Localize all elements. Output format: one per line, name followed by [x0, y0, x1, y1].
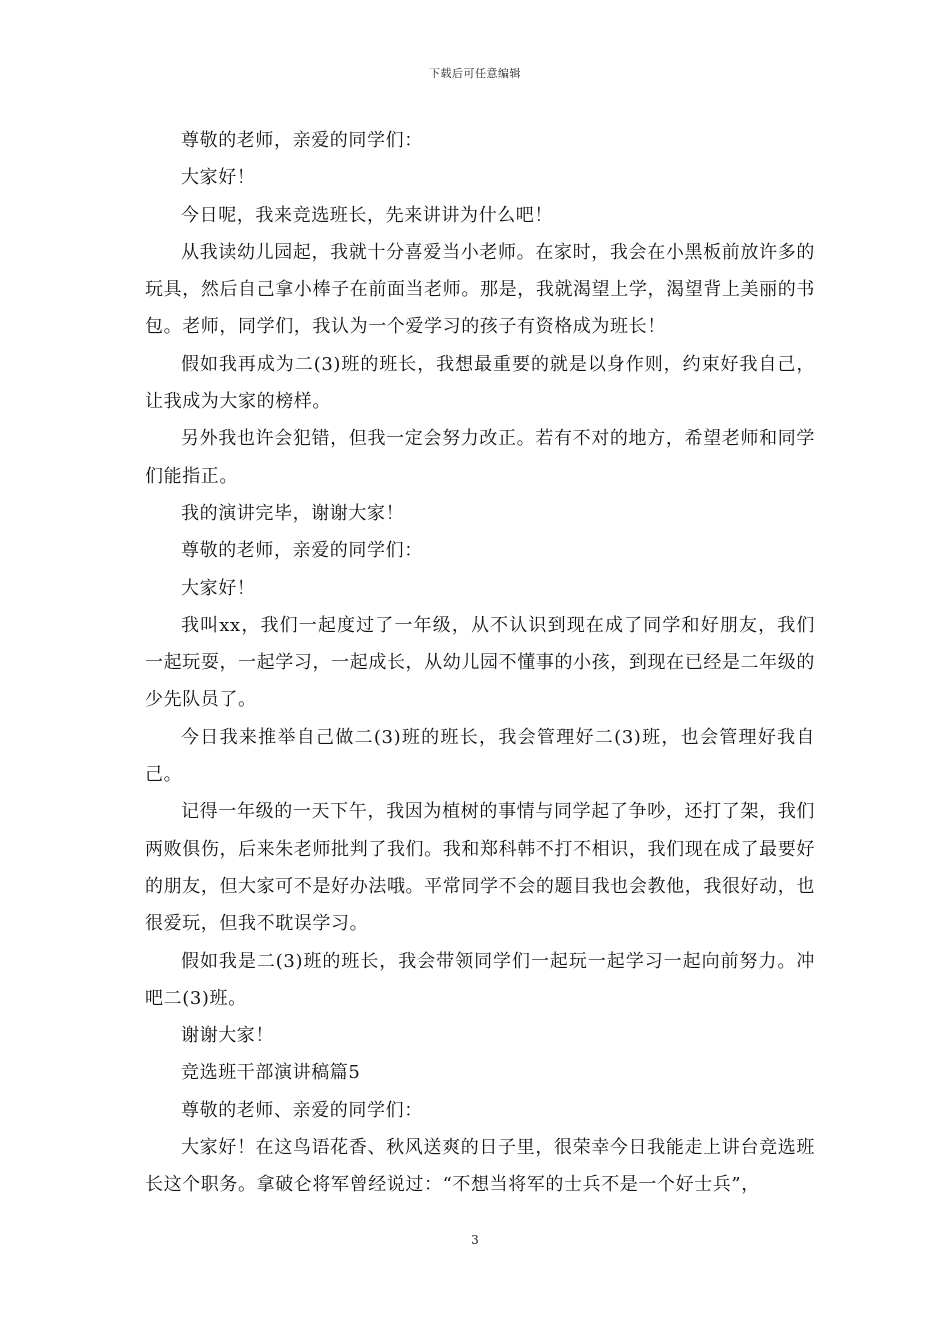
section-heading: 竞选班干部演讲稿篇5: [181, 1062, 361, 1084]
paragraph: 尊敬的老师、亲爱的同学们：: [181, 1099, 423, 1121]
paragraph: 尊敬的老师，亲爱的同学们：: [181, 540, 423, 562]
page-number: 3: [471, 1233, 479, 1247]
paragraph: 我的演讲完毕，谢谢大家！: [181, 502, 405, 524]
paragraph: 尊敬的老师，亲爱的同学们：: [181, 130, 423, 151]
paragraph: 从我读幼儿园起，我就十分喜爱当小老师。在家时，我会在小黑板前放许多的玩具，然后自己拿小棒子在前面当老师。那是，我就渴望上学，渴望背上美丽的书包。老师，同学们，我认为一个爱学习的孩子有资格成为班长！: [145, 241, 815, 338]
paragraph: 今日呢，我来竞选班长，先来讲讲为什么吧！: [181, 204, 553, 226]
paragraph: 我叫xx，我们一起度过了一年级，从不认识到现在成了同学和好朋友，我们一起玩耍，一起学习，一起成长，从幼儿园不懂事的小孩，到现在已经是二年级的少先队员了。: [145, 614, 815, 711]
paragraph: 大家好！在这鸟语花香、秋风送爽的日子里，很荣幸今日我能走上讲台竞选班长这个职务。拿破仑将军曾经说过：“不想当将军的士兵不是一个好士兵”，: [145, 1137, 815, 1196]
paragraph: 记得一年级的一天下午，我因为植树的事情与同学起了争吵，还打了架，我们两败俱伤，后来朱老师批判了我们。我和郑科韩不打不相识，我们现在成了最要好的朋友，但大家可不是好办法哦。平常同学不会的题目我也会教他，我很好动，也很爱玩，但我不耽误学习。: [145, 801, 815, 935]
paragraph: 另外我也许会犯错，但我一定会努力改正。若有不对的地方，希望老师和同学们能指正。: [145, 428, 815, 487]
paragraph: 大家好！: [181, 167, 256, 189]
paragraph: 谢谢大家！: [181, 1025, 274, 1047]
paragraph: 假如我再成为二(3)班的班长，我想最重要的就是以身作则，约束好我自己，让我成为大家的榜样。: [145, 353, 815, 413]
page-header: 下载后可任意编辑: [429, 67, 521, 80]
paragraph: 假如我是二(3)班的班长，我会带领同学们一起玩一起学习一起向前努力。冲吧二(3)班。: [145, 950, 815, 1009]
paragraph: 今日我来推举自己做二(3)班的班长，我会管理好二(3)班，也会管理好我自己。: [145, 726, 815, 786]
document-body: [145, 122, 815, 1204]
paragraph: 大家好！: [181, 577, 256, 599]
